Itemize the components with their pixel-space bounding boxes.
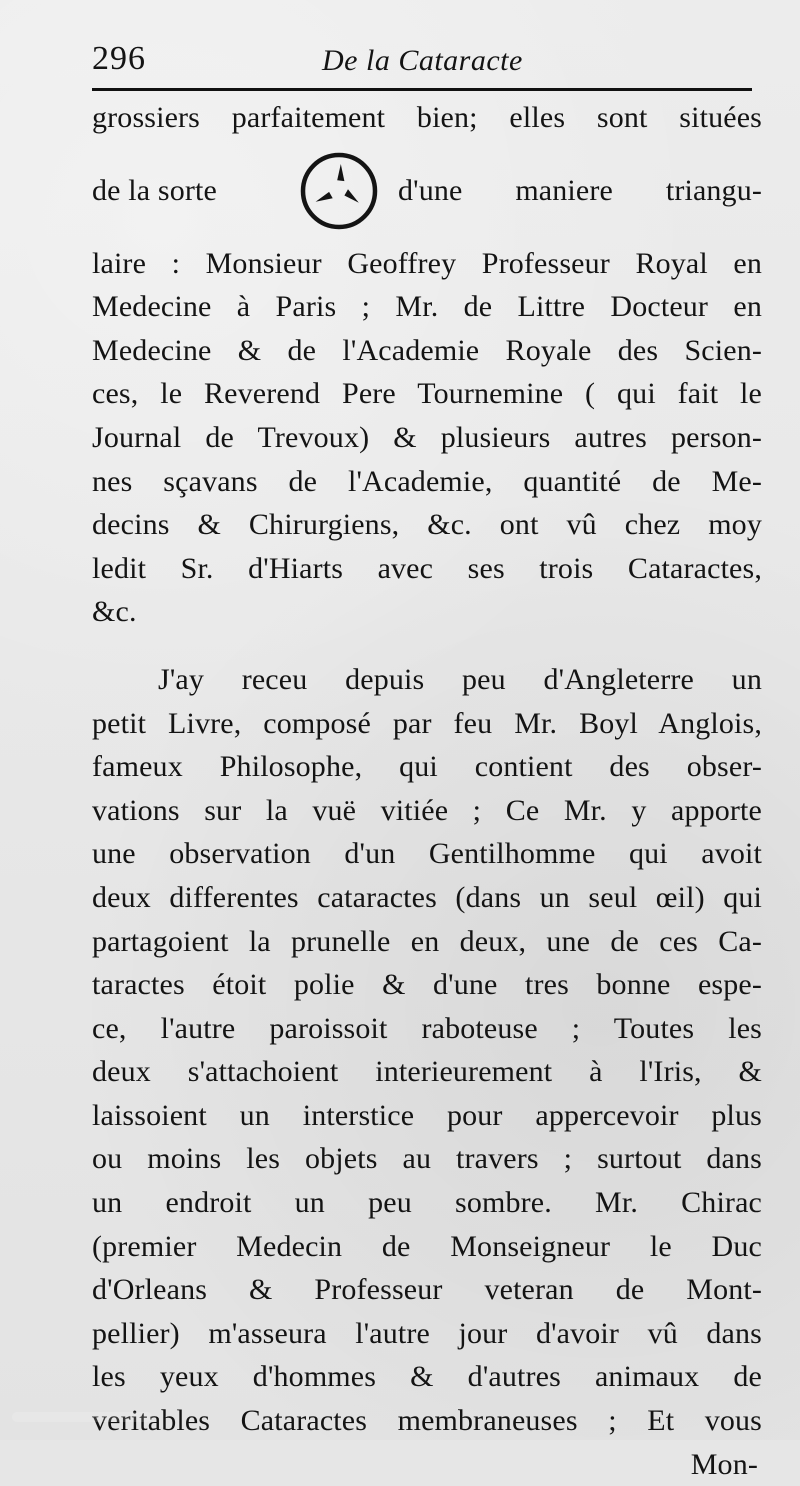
- body-line: Medecine & de l'Academie Royale des Scien-: [92, 333, 762, 367]
- body-line: partagoient la prunelle en deux, une de ces Ca-: [92, 924, 762, 958]
- body-line: un endroit un peu sombre. Mr. Chirac: [92, 1186, 762, 1220]
- body-line: petit Livre, composé par feu Mr. Boyl Anglois,: [92, 706, 762, 740]
- body-line: veritables Cataractes membraneuses ; Et vous: [92, 1404, 762, 1438]
- body-line: ce, l'autre paroissoit raboteuse ; Toutes les: [92, 1011, 762, 1045]
- body-line: deux s'attachoient interieurement à l'Iris, &: [92, 1055, 762, 1089]
- body-line: ces, le Reverend Pere Tournemine ( qui fait le: [92, 377, 762, 411]
- body-line: vations sur la vuë vitiée ; Ce Mr. y apporte: [92, 793, 762, 827]
- body-line: deux differentes cataractes (dans un seul œil) qui: [92, 880, 762, 914]
- body-text: [92, 96, 762, 1486]
- body-line: ledit Sr. d'Hiarts avec ses trois Cataractes,: [92, 551, 762, 585]
- body-line: une observation d'un Gentilhomme qui avoit: [92, 837, 762, 871]
- body-line: d'Orleans & Professeur veteran de Mont-: [92, 1273, 762, 1307]
- body-line: laissoient un interstice pour appercevoir plus: [92, 1098, 762, 1132]
- body-line: ou moins les objets au travers ; surtout dans: [92, 1142, 762, 1176]
- body-line: laire : Monsieur Geoffrey Professeur Royal en: [92, 246, 762, 280]
- body-line: J'ay receu depuis peu d'Angleterre un: [158, 662, 762, 696]
- symbol-line-left-text: de la sorte: [92, 173, 217, 207]
- body-line: fameux Philosophe, qui contient des obser-: [92, 750, 762, 784]
- body-line: les yeux d'hommes & d'autres animaux de: [92, 1360, 762, 1394]
- body-line: taractes étoit polie & d'une tres bonne espe-: [92, 968, 762, 1002]
- paragraph-gap: [92, 634, 762, 658]
- body-line: Journal de Trevoux) & plusieurs autres person-: [92, 420, 762, 454]
- body-line: grossiers parfaitement bien; elles sont situées: [92, 101, 762, 134]
- page-header: [92, 34, 760, 94]
- catchword: Mon-: [690, 1447, 758, 1481]
- page-number: 296: [92, 40, 146, 77]
- body-line: Medecine à Paris ; Mr. de Littre Docteur en: [92, 290, 762, 324]
- cataract-diagram-icon: [294, 146, 384, 236]
- header-rule: [92, 88, 752, 91]
- body-line: decins & Chirurgiens, &c. ont vû chez moy: [92, 508, 762, 542]
- running-title: De la Cataracte: [322, 44, 523, 77]
- body-line: nes sçavans de l'Academie, quantité de Me-: [92, 464, 762, 498]
- body-line: pellier) m'asseura l'autre jour d'avoir vû dans: [92, 1316, 762, 1350]
- symbol-line-right-text: d'une maniere triangu-: [398, 173, 762, 207]
- symbol-line: [92, 140, 762, 242]
- body-line: (premier Medecin de Monseigneur le Duc: [92, 1229, 762, 1263]
- body-line: &c.: [92, 595, 137, 629]
- page-edge-smudge-icon: [12, 1408, 152, 1426]
